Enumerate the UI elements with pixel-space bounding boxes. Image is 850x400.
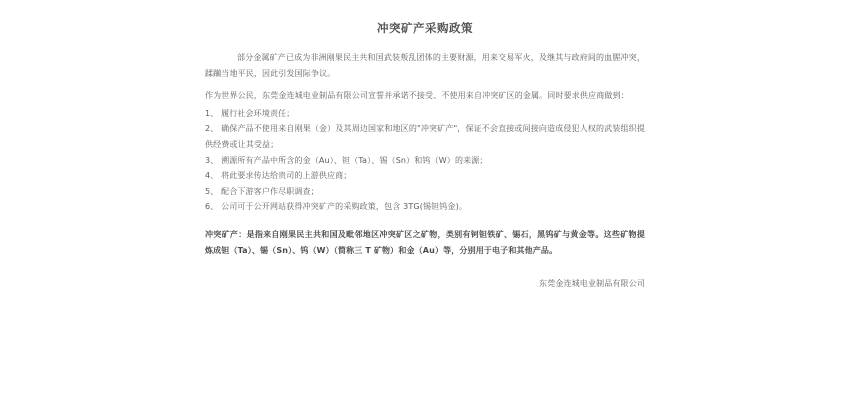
list-item: 3、 溯源所有产品中所含的金（Au）、钽（Ta）、锡（Sn）和钨（W）的来源； [205,155,488,165]
page-title: 冲突矿产采购政策 [377,21,473,35]
list-item: 2、 确保产品不使用来自刚果（金）及其周边国家和地区的"冲突矿产"，保证不会直接或间接向造成侵犯人权的武装组织提供经费或让其受益； [205,124,645,150]
list-item: 6、 公司可于公开网站获得冲突矿产的采购政策，包含 3TG(锡钽钨金)。 [205,202,467,212]
list-item: 1、 履行社会环境责任； [205,108,295,118]
document-body [205,20,645,289]
spacer [205,215,645,227]
company-signature: 东莞金连城电业制品有限公司 [539,279,645,289]
conflict-minerals-definition: 冲突矿产：是指来自刚果民主共和国及毗邻地区冲突矿区之矿物，类别有钶钽铁矿、锡石，黑钨矿与黄金等。这些矿物提炼成钽（Ta）、锡（Sn）、钨（W）（简称三 T 矿物）和金（Au）等，分别用于电子和其他产品。 [205,230,645,255]
list-item: 4、 将此要求传达给贵司的上游供应商； [205,171,352,181]
intro-paragraph: 部分金属矿产已成为非洲刚果民主共和国武装叛乱团体的主要财源，用来交易军火，及继其与政府间的血腥冲突，蹂躏当地平民，因此引发国际争议。 [205,53,645,78]
list-item: 5、 配合下游客户作尽职调查； [205,186,319,196]
policy-statement: 作为世界公民，东莞金连城电业制品有限公司宣誓并承诺不接受、不使用来自冲突矿区的金属。同时要求供应商做到： [205,91,629,101]
